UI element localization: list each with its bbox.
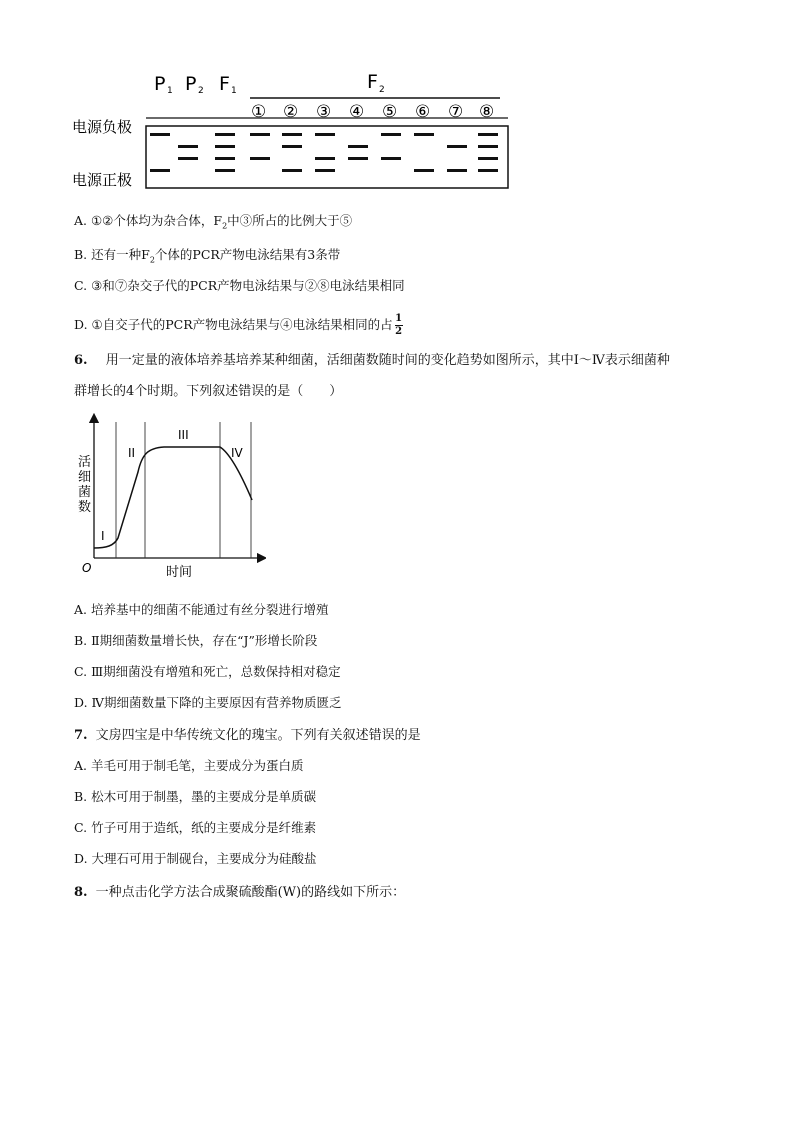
- y-axis-label: [78, 455, 91, 515]
- q8-stem-text: 一种点击化学方法合成聚硫酸酯(W)的路线如下所示：: [95, 885, 406, 900]
- q6-stem-text1: 用一定量的液体培养基培养某种细菌，活细菌数随时间的变化趋势如图所示，其中Ⅰ～Ⅳ表示细菌种: [105, 353, 670, 368]
- lane-sub-p1: 1: [167, 86, 173, 96]
- lane-header-f1: F: [219, 73, 230, 95]
- q6-stem-text2: 群增长的4个时期。下列叙述错误的是（ ）: [74, 384, 343, 399]
- gel-band: [478, 145, 498, 148]
- gel-band: [348, 157, 368, 160]
- phase-label-1: I: [101, 529, 105, 543]
- f2-circle-label-8: ⑧: [479, 102, 495, 122]
- gel-band: [381, 157, 401, 160]
- neg-electrode-label: 电源负极: [72, 118, 133, 136]
- growth-curve-figure: [76, 412, 266, 582]
- gel-band: [215, 145, 235, 148]
- gel-band: [447, 145, 467, 148]
- x-axis-label: 时间: [166, 565, 193, 580]
- gel-band: [478, 157, 498, 160]
- gel-band: [315, 133, 335, 136]
- pos-electrode-label: 电源正极: [72, 171, 133, 189]
- f2-circle-label-1: ①: [251, 102, 267, 122]
- gel-band: [315, 157, 335, 160]
- q7-stem: [74, 724, 421, 743]
- q6-number: 6.: [74, 353, 88, 368]
- q5-option-b-text: B. 还有一种F: [74, 247, 150, 262]
- f2-circle-label-6: ⑥: [415, 102, 431, 122]
- fraction-denominator: 2: [395, 326, 403, 337]
- lane-sub-f1: 1: [231, 86, 237, 96]
- q6-option-d-text: D. Ⅳ期细菌数量下降的主要原因有营养物质匮乏: [74, 695, 342, 710]
- lane-sub-p2: 2: [198, 86, 204, 96]
- origin-label: O: [82, 561, 92, 575]
- q7-option-a-text: A. 羊毛可用于制毛笔，主要成分为蛋白质: [74, 758, 304, 773]
- q5-option-d-text: D. ①自交子代的PCR产物电泳结果与④电泳结果相同的占: [74, 317, 393, 332]
- q6-option-d[interactable]: [74, 693, 342, 711]
- q7-number: 7.: [74, 728, 88, 743]
- q7-option-c-text: C. 竹子可用于造纸，纸的主要成分是纤维素: [74, 820, 317, 835]
- fraction-one-half: [395, 314, 403, 337]
- q6-option-b-text: B. Ⅱ期细菌数量增长快，存在“J”形增长阶段: [74, 633, 318, 648]
- gel-band: [282, 169, 302, 172]
- q7-option-b-text: B. 松木可用于制墨，墨的主要成分是单质碳: [74, 789, 317, 804]
- q7-option-a[interactable]: [74, 756, 303, 774]
- gel-band: [215, 169, 235, 172]
- growth-curve-svg: [76, 412, 266, 582]
- y-axis-label-char: 活: [78, 455, 92, 470]
- gel-figure: [70, 60, 520, 195]
- q7-option-c[interactable]: [74, 818, 316, 836]
- f2-circle-labels: [251, 102, 494, 122]
- f2-circle-label-7: ⑦: [448, 102, 464, 122]
- q5-option-b-sub: 2: [149, 255, 155, 265]
- q8-number: 8.: [74, 885, 88, 900]
- q5-option-a-rest: 中③所占的比例大于⑤: [227, 213, 353, 228]
- gel-band: [250, 157, 270, 160]
- q6-option-a[interactable]: [74, 600, 328, 618]
- y-axis-label-char: 菌: [78, 485, 92, 500]
- gel-band: [348, 145, 368, 148]
- gel-band: [414, 169, 434, 172]
- gel-band: [150, 133, 170, 136]
- y-axis-label-char: 数: [78, 500, 92, 515]
- q6-option-b[interactable]: [74, 631, 317, 649]
- gel-band: [315, 169, 335, 172]
- phase-label-4: IV: [231, 446, 243, 460]
- q5-option-a[interactable]: [74, 211, 352, 231]
- gel-band: [215, 157, 235, 160]
- q5-option-a-text: A. ①②个体均为杂合体，F: [74, 213, 223, 228]
- q7-option-d[interactable]: [74, 849, 317, 867]
- gel-band: [178, 145, 198, 148]
- gel-band: [282, 133, 302, 136]
- f2-circle-label-3: ③: [316, 102, 332, 122]
- gel-band: [215, 133, 235, 136]
- q6-option-c-text: C. Ⅲ期细菌没有增殖和死亡，总数保持相对稳定: [74, 664, 341, 679]
- gel-band: [282, 145, 302, 148]
- gel-svg: [70, 60, 520, 195]
- q7-option-b[interactable]: [74, 787, 316, 805]
- q5-option-c[interactable]: [74, 276, 405, 294]
- gel-band: [478, 169, 498, 172]
- gel-band: [381, 133, 401, 136]
- gel-band: [250, 133, 270, 136]
- q7-option-d-text: D. 大理石可用于制砚台，主要成分为硅酸盐: [74, 851, 317, 866]
- phase-label-2: II: [128, 446, 136, 460]
- gel-band: [150, 169, 170, 172]
- f2-header: F: [367, 71, 378, 93]
- q8-stem: [74, 881, 405, 900]
- q6-option-c[interactable]: [74, 662, 341, 680]
- lane-header-p2: P: [185, 73, 197, 95]
- y-axis-label-char: 细: [78, 470, 92, 485]
- f2-sub: 2: [379, 85, 385, 95]
- q6-stem-line2: [74, 380, 342, 399]
- f2-circle-label-2: ②: [283, 102, 299, 122]
- q6-option-a-text: A. 培养基中的细菌不能通过有丝分裂进行增殖: [74, 602, 329, 617]
- q5-option-b-rest: 个体的PCR产物电泳结果有3条带: [154, 247, 341, 262]
- q5-option-c-text: C. ③和⑦杂交子代的PCR产物电泳结果与②⑧电泳结果相同: [74, 278, 405, 293]
- gel-band: [414, 133, 434, 136]
- f2-circle-label-5: ⑤: [382, 102, 398, 122]
- q5-option-d[interactable]: [74, 314, 403, 337]
- gel-band: [478, 133, 498, 136]
- growth-curve-line: [94, 447, 252, 548]
- q5-option-a-sub: 2: [222, 221, 228, 231]
- gel-bands: [150, 133, 498, 172]
- f2-circle-label-4: ④: [349, 102, 365, 122]
- phase-label-3: III: [178, 428, 189, 442]
- q5-option-b[interactable]: [74, 245, 340, 265]
- q7-stem-text: 文房四宝是中华传统文化的瑰宝。下列有关叙述错误的是: [95, 728, 421, 743]
- gel-band: [178, 157, 198, 160]
- q6-stem-line1: [74, 349, 670, 368]
- lane-header-p1: P: [154, 73, 166, 95]
- gel-band: [447, 169, 467, 172]
- fraction-numerator: 1: [395, 313, 403, 324]
